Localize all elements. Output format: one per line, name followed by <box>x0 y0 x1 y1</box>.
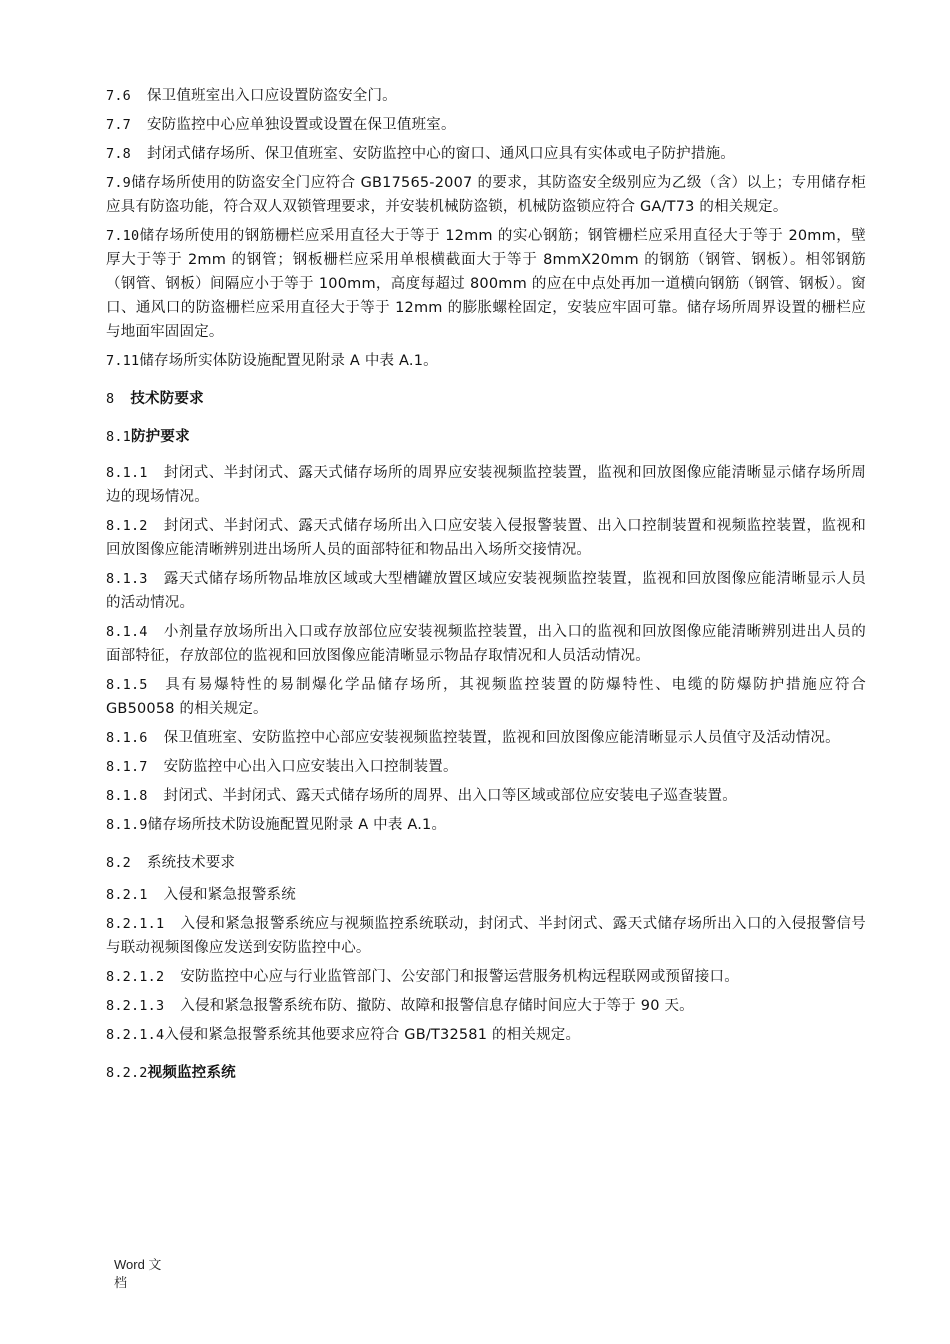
clause-paragraph <box>106 673 866 721</box>
heading-number: 8.2.2 <box>106 1065 148 1081</box>
clause-paragraph <box>106 994 866 1018</box>
clause-text: 入侵和紧急报警系统其他要求应符合 GB/T32581 的相关规定。 <box>164 1027 581 1043</box>
clause-paragraph <box>106 965 866 989</box>
section-7-paragraphs <box>106 84 866 373</box>
clause-text: 封闭式、半封闭式、露天式储存场所的周界应安装视频监控装置，监视和回放图像应能清晰显示储存场所周边的现场情况。 <box>106 465 866 505</box>
clause-text: 具有易爆特性的易制爆化学品储存场所，其视频监控装置的防爆特性、电缆的防爆防护措施应符合 GB50058 的相关规定。 <box>106 677 866 717</box>
clause-text: 保卫值班室、安防监控中心部应安装视频监控装置，监视和回放图像应能清晰显示人员值守及活动情况。 <box>163 730 840 746</box>
clause-paragraph <box>106 113 866 137</box>
clause-number: 8.2.1.2 <box>106 969 165 985</box>
clause-text: 小剂量存放场所出入口或存放部位应安装视频监控装置，出入口的监视和回放图像应能清晰辨别进出人员的面部特征，存放部位的监视和回放图像应能清晰显示物品存取情况和人员活动情况。 <box>106 624 866 664</box>
clause-text: 安防监控中心出入口应安装出入口控制装置。 <box>163 759 458 775</box>
clause-paragraph <box>106 514 866 562</box>
clause-paragraph <box>106 142 866 166</box>
heading-text: 系统技术要求 <box>146 855 236 871</box>
clause-number: 7.7 <box>106 117 131 133</box>
clause-text: 封闭式储存场所、保卫值班室、安防监控中心的窗口、通风口应具有实体或电子防护措施。 <box>146 146 735 162</box>
clause-number: 8.1.2 <box>106 518 148 534</box>
heading-8-2-2 <box>106 1061 866 1085</box>
clause-paragraph <box>106 171 866 219</box>
clause-text: 入侵和紧急报警系统布防、撤防、故障和报警信息存储时间应大于等于 90 天。 <box>180 998 694 1014</box>
clause-number: 8.1.1 <box>106 465 148 481</box>
heading-text: 技术防要求 <box>130 391 204 407</box>
clause-paragraph <box>106 567 866 615</box>
clause-paragraph <box>106 784 866 808</box>
clause-number: 7.6 <box>106 88 131 104</box>
clause-number: 7.9 <box>106 175 131 191</box>
clause-text: 储存场所技术防设施配置见附录 A 中表 A.1。 <box>147 817 447 833</box>
section-8-2-1-paragraphs <box>106 912 866 1047</box>
clause-paragraph <box>106 349 866 373</box>
clause-number: 8.1.9 <box>106 817 148 833</box>
heading-number: 8.2 <box>106 855 131 871</box>
clause-text: 封闭式、半封闭式、露天式储存场所出入口应安装入侵报警装置、出入口控制装置和视频监控装置，监视和回放图像应能清晰辨别进出场所人员的面部特征和物品出入场所交接情况。 <box>106 518 866 558</box>
clause-paragraph <box>106 813 866 837</box>
document-body <box>106 84 866 1097</box>
heading-text: 视频监控系统 <box>147 1065 236 1081</box>
clause-paragraph <box>106 755 866 779</box>
section-8-1-paragraphs <box>106 461 866 837</box>
clause-paragraph <box>106 912 866 960</box>
heading-text: 防护要求 <box>130 429 190 445</box>
clause-paragraph <box>106 461 866 509</box>
heading-8-2-1 <box>106 883 866 907</box>
clause-text: 储存场所使用的钢筋栅栏应采用直径大于等于 12mm 的实心钢筋；钢管栅栏应采用直径大于等于 20mm，壁厚大于等于 2mm 的钢管；钢板栅栏应采用单根横截面大于等于 8mmX20mm 的钢筋（钢管、钢板）。相邻钢筋（钢管、钢板）间隔应小于等于 100mm，高度每超过 800mm 的应在中点处再加一道横向钢筋（钢管、钢板）。窗口、通风口的防盗栅栏应采用直径大于等于 12mm 的膨胀螺栓固定，安装应牢固可靠。储存场所周界设置的栅栏应与地面牢固固定。 <box>106 228 866 340</box>
clause-paragraph <box>106 1023 866 1047</box>
heading-number: 8 <box>106 391 115 407</box>
heading-8 <box>106 387 866 411</box>
clause-text: 露天式储存场所物品堆放区域或大型槽罐放置区域应安装视频监控装置，监视和回放图像应能清晰显示人员的活动情况。 <box>106 571 866 611</box>
clause-text: 保卫值班室出入口应设置防盗安全门。 <box>146 88 397 104</box>
clause-text: 储存场所使用的防盗安全门应符合 GB17565-2007 的要求，其防盗安全级别应为乙级（含）以上；专用储存柜应具有防盗功能，符合双人双锁管理要求，并安装机械防盗锁，机械防盗锁应符合 GA/T73 的相关规定。 <box>106 175 866 215</box>
clause-text: 封闭式、半封闭式、露天式储存场所的周界、出入口等区域或部位应安装电子巡查装置。 <box>163 788 737 804</box>
clause-number: 7.10 <box>106 228 140 244</box>
heading-8-2 <box>106 851 866 875</box>
clause-number: 8.2.1.1 <box>106 916 165 932</box>
clause-paragraph <box>106 84 866 108</box>
clause-number: 7.8 <box>106 146 131 162</box>
clause-number: 8.1.4 <box>106 624 148 640</box>
clause-number: 8.1.6 <box>106 730 148 746</box>
clause-text: 储存场所实体防设施配置见附录 A 中表 A.1。 <box>139 353 438 369</box>
clause-number: 8.1.5 <box>106 677 148 693</box>
clause-number: 8.2.1.4 <box>106 1027 165 1043</box>
heading-8-1 <box>106 425 866 449</box>
heading-number: 8.1 <box>106 429 131 445</box>
clause-paragraph <box>106 726 866 750</box>
clause-number: 7.11 <box>106 353 140 369</box>
clause-paragraph <box>106 620 866 668</box>
clause-number: 8.2.1.3 <box>106 998 165 1014</box>
clause-text: 入侵和紧急报警系统应与视频监控系统联动，封闭式、半封闭式、露天式储存场所出入口的入侵报警信号与联动视频图像应发送到安防监控中心。 <box>106 916 866 956</box>
heading-text: 入侵和紧急报警系统 <box>163 887 296 903</box>
clause-number: 8.1.3 <box>106 571 148 587</box>
clause-text: 安防监控中心应与行业监管部门、公安部门和报警运营服务机构远程联网或预留接口。 <box>180 969 739 985</box>
clause-paragraph <box>106 224 866 344</box>
heading-number: 8.2.1 <box>106 887 148 903</box>
clause-text: 安防监控中心应单独设置或设置在保卫值班室。 <box>146 117 456 133</box>
page-footer: Word 文档 <box>114 1257 162 1290</box>
clause-number: 8.1.8 <box>106 788 148 804</box>
clause-number: 8.1.7 <box>106 759 148 775</box>
